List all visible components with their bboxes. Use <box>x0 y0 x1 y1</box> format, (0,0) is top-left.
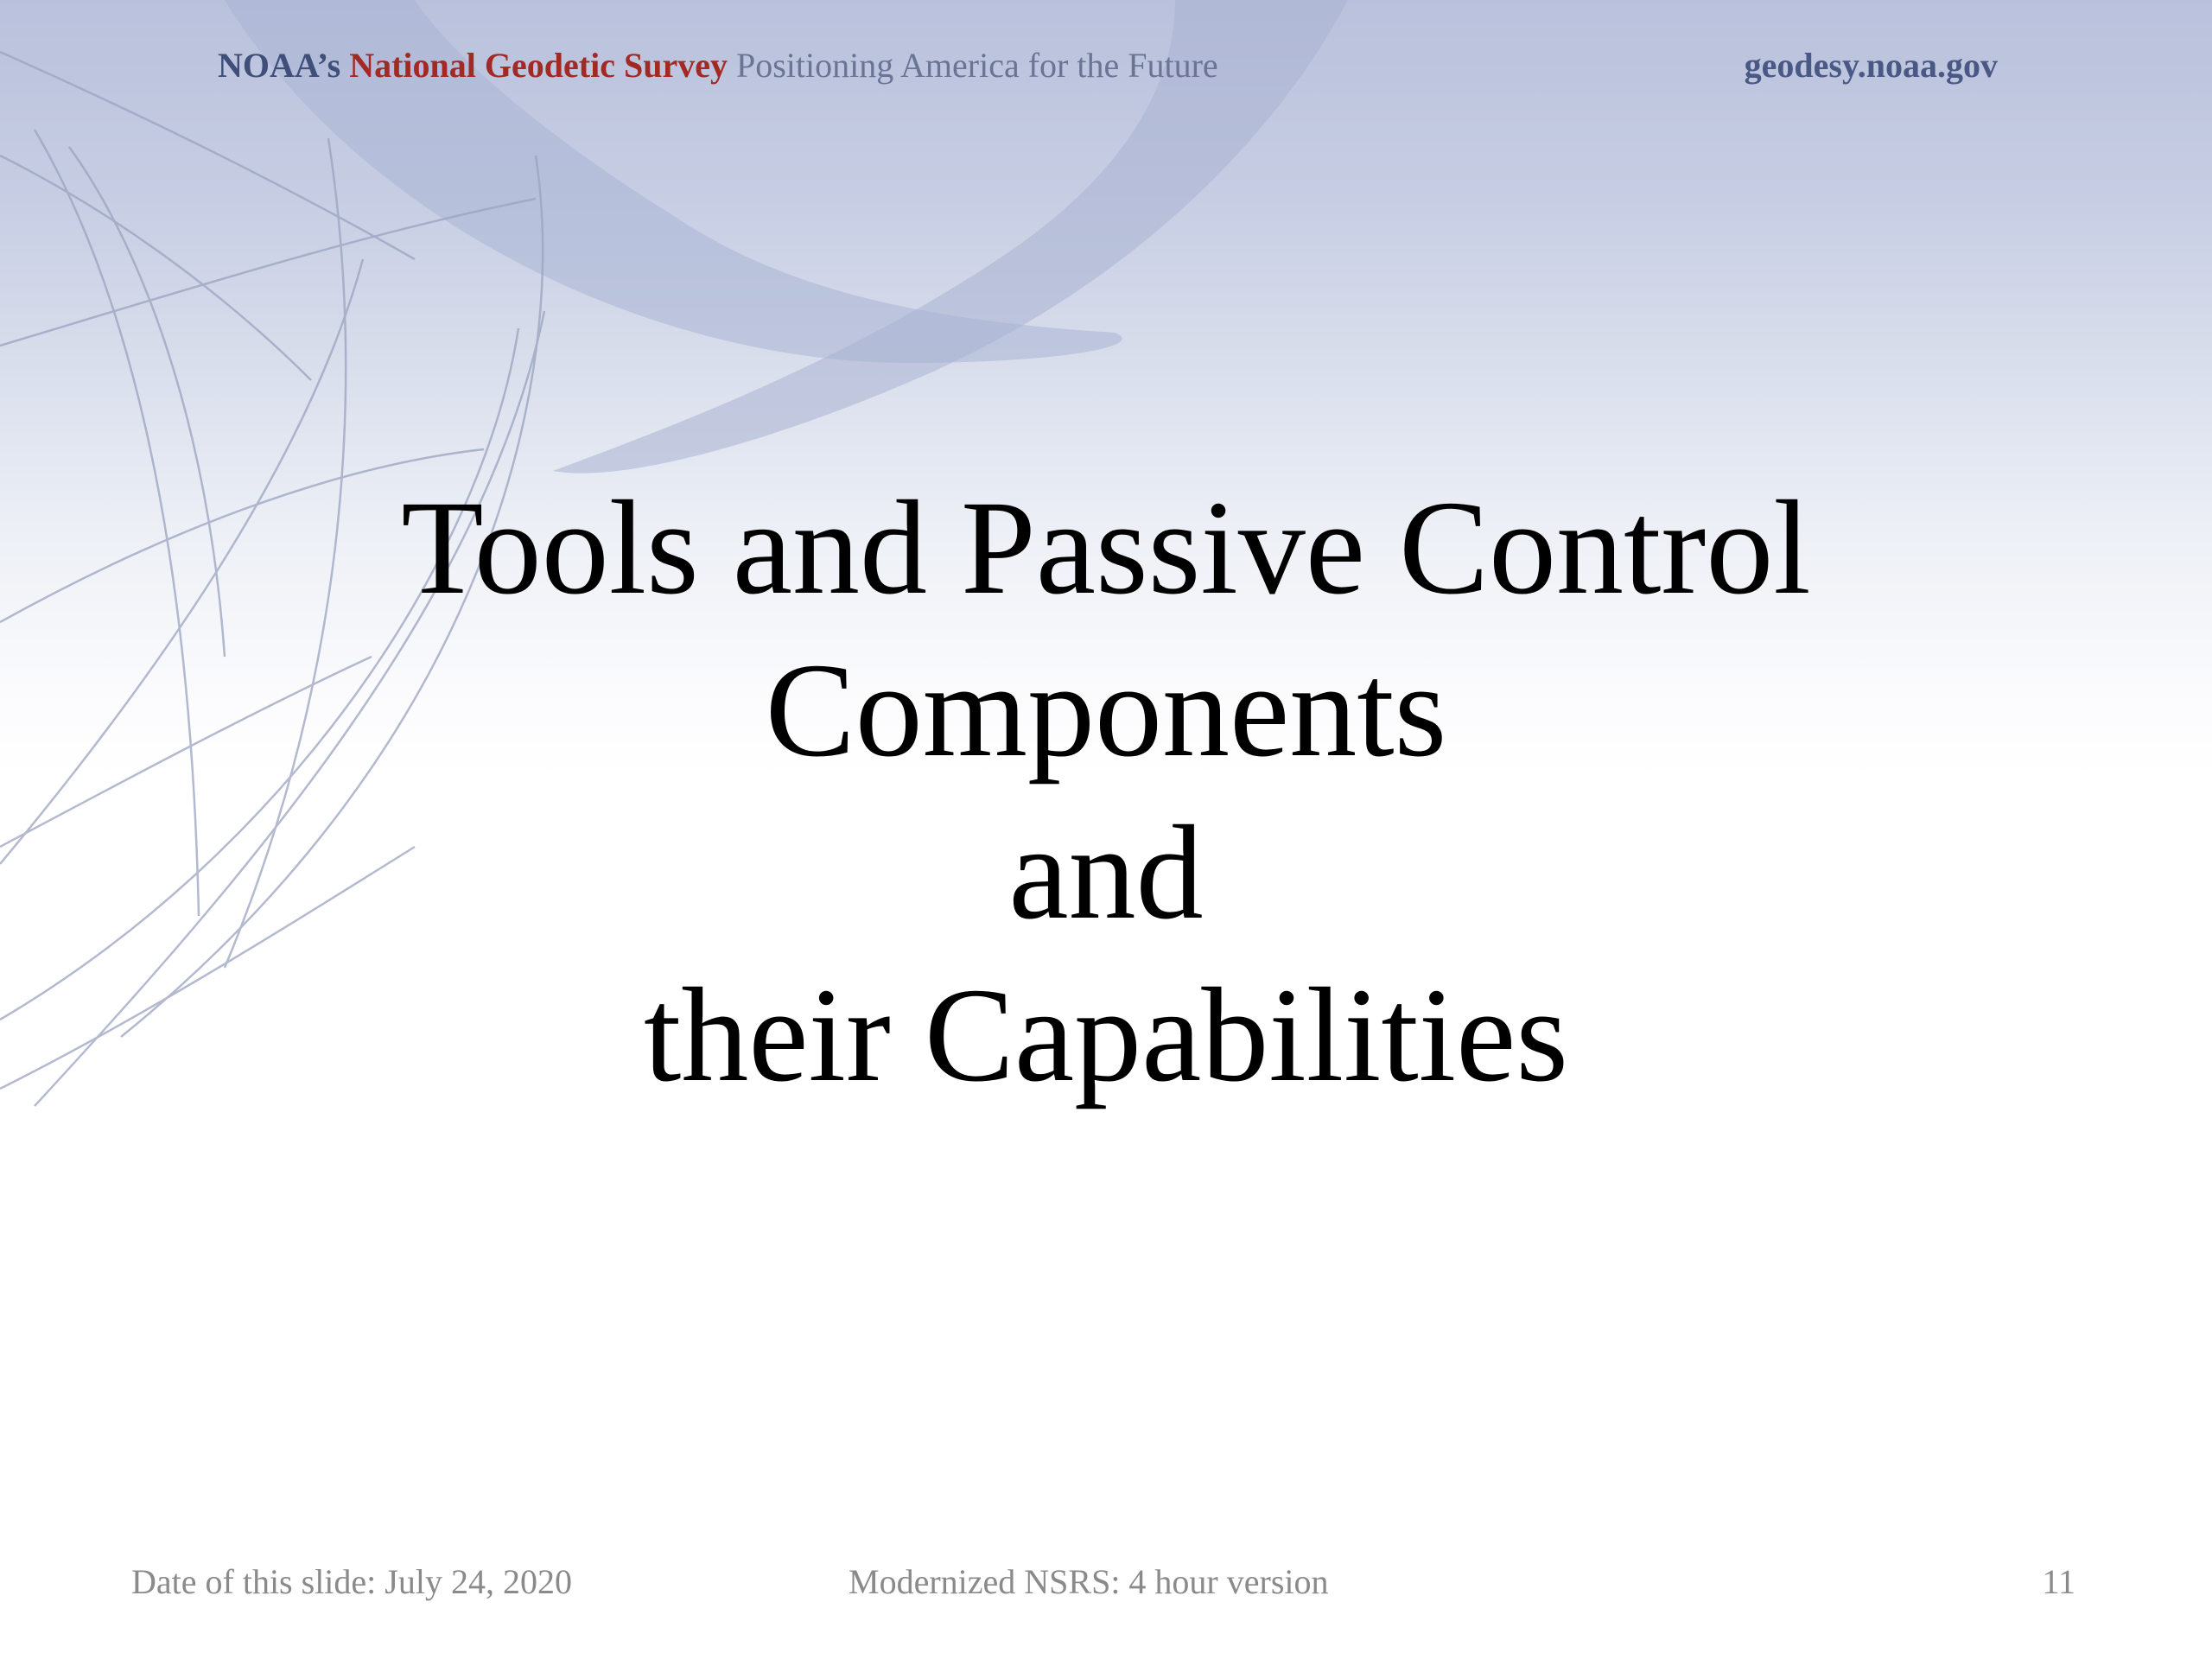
header-tagline: Positioning America for the Future <box>735 46 1218 85</box>
header-org: NOAA’s <box>218 46 341 85</box>
slide-title <box>0 467 2212 1116</box>
footer-presentation-name: Modernized NSRS: 4 hour version <box>849 1562 1329 1601</box>
header-branding <box>218 41 1218 90</box>
title-line-2: Components <box>765 635 1447 785</box>
footer-date: Date of this slide: July 24, 2020 <box>131 1562 572 1601</box>
title-line-3: and <box>1008 798 1204 947</box>
slide-footer <box>0 1560 2212 1604</box>
header-website: geodesy.noaa.gov <box>1744 46 1998 85</box>
header-survey-name: National Geodetic Survey <box>349 46 728 85</box>
slide-header <box>0 41 2212 93</box>
title-line-4: their Capabilities <box>643 960 1569 1109</box>
footer-page-number: 11 <box>2042 1562 2075 1601</box>
title-line-1: Tools and Passive Control <box>401 473 1811 622</box>
